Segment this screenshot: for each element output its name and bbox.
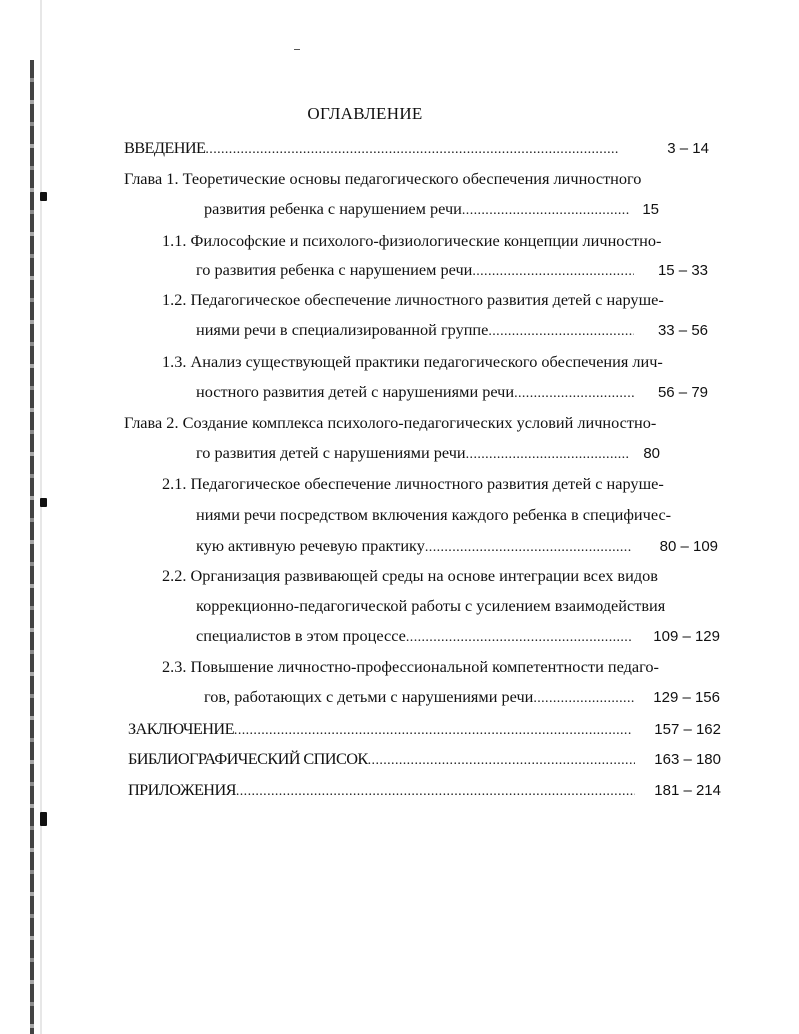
toc-label: специалистов в этом процессе <box>196 626 406 645</box>
toc-pages: 129 – 156 <box>653 689 720 706</box>
toc-section-2-2-line2[interactable]: коррекционно-педагогической работы с усилением взаимодействия <box>196 596 666 615</box>
toc-section-1-2-line2[interactable] <box>196 320 708 340</box>
toc-chapter-1-line2[interactable] <box>204 199 659 219</box>
leader-dots <box>236 782 635 802</box>
leader-dots <box>466 445 630 465</box>
toc-label: го развития ребенка с нарушением речи <box>196 260 473 279</box>
toc-pages: 80 – 109 <box>659 538 718 555</box>
scan-mark <box>40 812 47 826</box>
toc-label: кую активную речевую практику <box>196 536 425 555</box>
leader-dots <box>533 689 634 709</box>
toc-pages: 181 – 214 <box>654 782 721 799</box>
toc-label: ниями речи в специализированной группе <box>196 320 489 339</box>
toc-chapter-1-line1[interactable]: Глава 1. Теоретические основы педагогического обеспечения личностного <box>124 169 642 188</box>
toc-section-2-1-line1[interactable]: 2.1. Педагогическое обеспечение личностного развития детей с наруше- <box>162 474 664 493</box>
toc-section-2-2-line1[interactable]: 2.2. Организация развивающей среды на основе интеграции всех видов <box>162 566 658 585</box>
toc-pages: 33 – 56 <box>657 322 708 339</box>
toc-pages: 80 <box>643 445 660 462</box>
toc-label: ВВЕДЕНИЕ <box>124 138 206 157</box>
leader-dots <box>368 751 635 771</box>
toc-label: развития ребенка с нарушением речи <box>204 199 462 218</box>
toc-section-1-3-line2[interactable] <box>196 382 708 402</box>
leader-dots <box>406 628 632 648</box>
toc-section-2-3-line1[interactable]: 2.3. Повышение личностно-профессиональной компетентности педаго- <box>162 657 659 676</box>
toc-entry-intro[interactable] <box>124 138 709 158</box>
leader-dots <box>462 201 629 221</box>
leader-dots <box>472 262 634 282</box>
toc-section-2-1-line2[interactable]: ниями речи посредством включения каждого ребенка в специфичес- <box>196 505 672 524</box>
toc-chapter-2-line1[interactable]: Глава 2. Создание комплекса психолого-педагогических условий личностно- <box>124 413 657 432</box>
scan-speck <box>294 49 300 50</box>
leader-dots <box>514 384 634 404</box>
scan-mark <box>40 498 47 507</box>
toc-pages: 3 – 14 <box>667 140 709 157</box>
page-title: ОГЛАВЛЕНИЕ <box>307 104 423 123</box>
toc-pages: 157 – 162 <box>654 721 721 738</box>
toc-label: гов, работающих с детьми с нарушениями речи <box>204 687 534 706</box>
toc-chapter-2-line2[interactable] <box>196 443 660 463</box>
toc-section-1-2-line1[interactable]: 1.2. Педагогическое обеспечение личностного развития детей с наруше- <box>162 290 664 309</box>
toc-entry-bibliography[interactable] <box>128 749 721 769</box>
toc-section-1-1-line2[interactable] <box>196 260 708 280</box>
toc-label: ПРИЛОЖЕНИЯ <box>128 780 236 799</box>
toc-entry-appendix[interactable] <box>128 780 721 800</box>
binding-shadow <box>40 0 42 1034</box>
leader-dots <box>205 140 619 160</box>
binding-edge <box>30 60 34 1034</box>
toc-label: БИБЛИОГРАФИЧЕСКИЙ СПИСОК <box>128 749 368 768</box>
scan-mark <box>40 192 47 201</box>
toc-pages: 15 <box>642 201 659 218</box>
toc-section-1-3-line1[interactable]: 1.3. Анализ существующей практики педагогического обеспечения лич- <box>162 352 663 371</box>
toc-entry-conclusion[interactable] <box>128 719 721 739</box>
leader-dots <box>488 322 634 342</box>
toc-section-1-1-line1[interactable]: 1.1. Философские и психолого-физиологические концепции личностно- <box>162 231 662 250</box>
leader-dots <box>234 721 631 741</box>
toc-section-2-3-line2[interactable] <box>204 687 720 707</box>
toc-pages: 15 – 33 <box>657 262 708 279</box>
toc-section-2-2-line3[interactable] <box>196 626 720 646</box>
toc-pages: 163 – 180 <box>654 751 721 768</box>
toc-label: ЗАКЛЮЧЕНИЕ <box>128 719 234 738</box>
toc-pages: 56 – 79 <box>657 384 708 401</box>
toc-label: го развития детей с нарушениями речи <box>196 443 466 462</box>
toc-section-2-1-line3[interactable] <box>196 536 718 556</box>
leader-dots <box>425 538 632 558</box>
toc-pages: 109 – 129 <box>653 628 720 645</box>
toc-label: ностного развития детей с нарушениями речи <box>196 382 515 401</box>
